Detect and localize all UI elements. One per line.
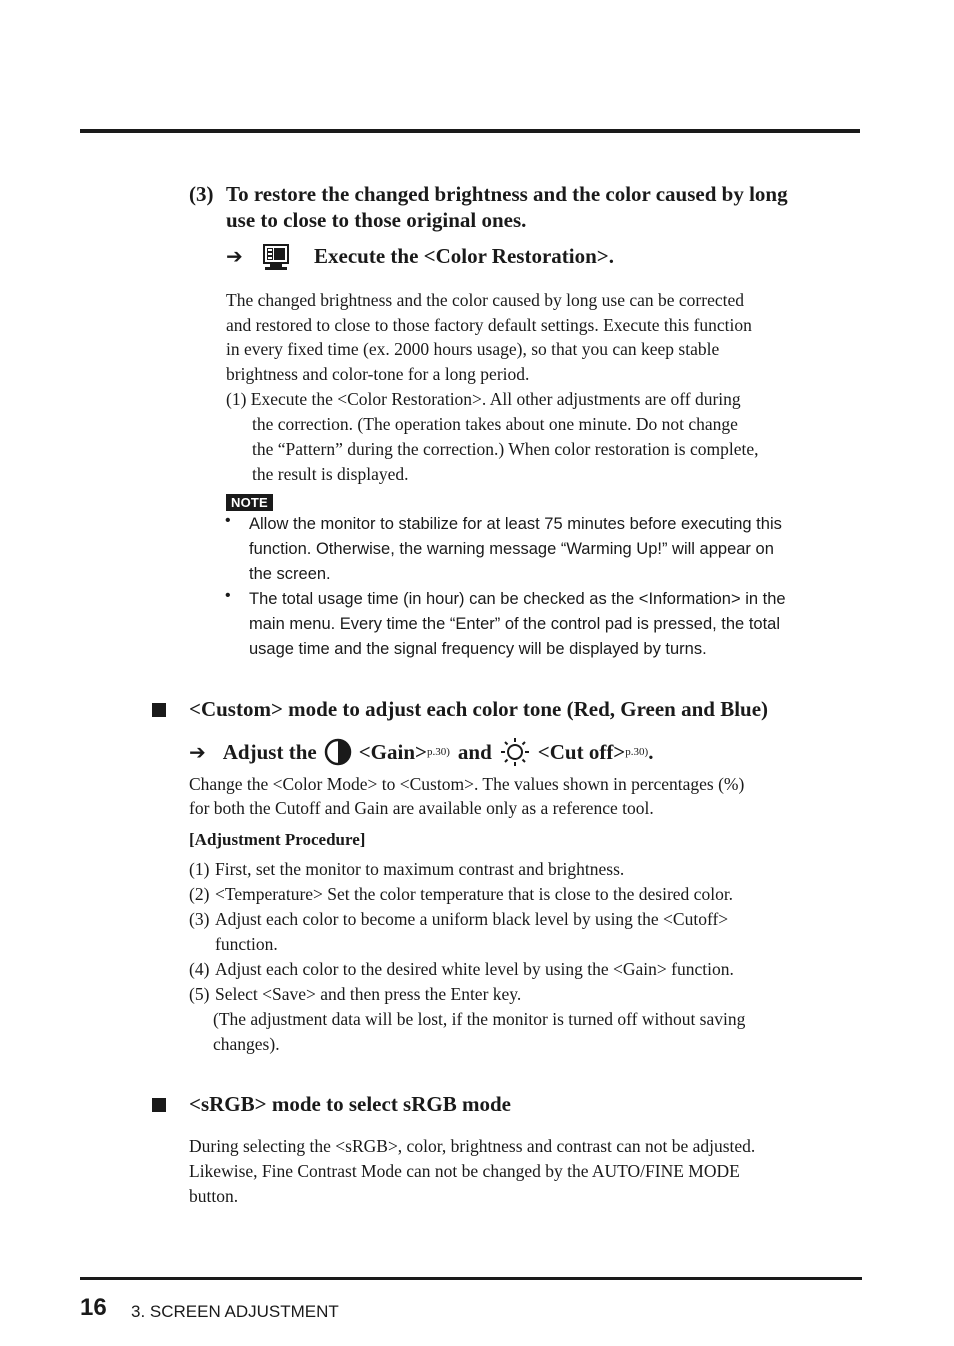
procedure-step-line: changes). bbox=[213, 1034, 280, 1054]
arrow-icon: ➔ bbox=[226, 244, 243, 268]
srgb-paragraph-line: button. bbox=[189, 1186, 239, 1206]
procedure-step-num: (1) bbox=[189, 859, 210, 879]
paragraph-line: and restored to close to those factory default settings. Execute this function bbox=[226, 315, 752, 335]
and-label: and bbox=[457, 740, 492, 764]
section-heading-line2: use to close to those original ones. bbox=[226, 208, 527, 232]
chapter-title: 3. SCREEN ADJUSTMENT bbox=[131, 1302, 339, 1321]
note-line: Allow the monitor to stabilize for at least 75 minutes before executing this bbox=[249, 515, 782, 533]
step-line: the correction. (The operation takes about one minute. Do not change bbox=[252, 414, 738, 434]
procedure-step-line: Adjust each color to become a uniform black level by using the <Cutoff> bbox=[215, 909, 729, 929]
section-square-icon bbox=[152, 1098, 166, 1112]
procedure-step-num: (3) bbox=[189, 909, 210, 929]
procedure-step-num: (2) bbox=[189, 884, 210, 904]
page-number: 16 bbox=[80, 1294, 107, 1321]
procedure-step-num: (4) bbox=[189, 959, 210, 979]
note-line: main menu. Every time the “Enter” of the control pad is pressed, the total bbox=[249, 615, 781, 633]
cutoff-page-ref: p.30) bbox=[625, 746, 649, 758]
gain-page-ref: p.30) bbox=[426, 746, 450, 758]
custom-paragraph-line: Change the <Color Mode> to <Custom>. The values shown in percentages (%) bbox=[189, 774, 745, 794]
note-badge: NOTE bbox=[226, 494, 273, 511]
paragraph-line: The changed brightness and the color caused by long use can be corrected bbox=[226, 290, 744, 310]
procedure-step-line: function. bbox=[215, 934, 278, 954]
bottom-rule bbox=[80, 1277, 862, 1280]
srgb-heading: <sRGB> mode to select sRGB mode bbox=[189, 1092, 511, 1116]
arrow-icon: ➔ bbox=[189, 740, 206, 764]
custom-adjust-line bbox=[189, 737, 653, 767]
procedure-step-line: (The adjustment data will be lost, if the monitor is turned off without saving bbox=[213, 1009, 746, 1029]
note-line: the screen. bbox=[249, 565, 331, 583]
paragraph-line: brightness and color-tone for a long period. bbox=[226, 364, 530, 384]
gain-label: <Gain> bbox=[358, 740, 427, 764]
top-rule bbox=[80, 129, 860, 133]
section-number: (3) bbox=[189, 182, 214, 206]
bullet-icon: • bbox=[225, 587, 231, 604]
procedure-step-line: Adjust each color to the desired white level by using the <Gain> function. bbox=[215, 959, 734, 979]
cutoff-label: <Cut off> bbox=[537, 740, 626, 764]
step-line: the result is displayed. bbox=[252, 464, 409, 484]
paragraph-line: in every fixed time (ex. 2000 hours usage), so that you can keep stable bbox=[226, 339, 720, 359]
note-line: The total usage time (in hour) can be checked as the <Information> in the bbox=[249, 590, 786, 608]
procedure-step-line: First, set the monitor to maximum contrast and brightness. bbox=[215, 859, 625, 879]
monitor-icon bbox=[261, 243, 291, 271]
custom-paragraph-line: for both the Cutoff and Gain are available only as a reference tool. bbox=[189, 798, 654, 818]
step-line: the “Pattern” during the correction.) When color restoration is complete, bbox=[252, 439, 759, 459]
section-square-icon bbox=[152, 703, 166, 717]
section-heading-line1: To restore the changed brightness and the color caused by long bbox=[226, 182, 788, 206]
step-line: (1) Execute the <Color Restoration>. All other adjustments are off during bbox=[226, 389, 741, 409]
procedure-step-num: (5) bbox=[189, 984, 210, 1004]
execute-instruction: Execute the <Color Restoration>. bbox=[314, 244, 614, 268]
contrast-icon bbox=[323, 738, 353, 766]
period: . bbox=[648, 740, 654, 764]
procedure-label: [Adjustment Procedure] bbox=[189, 830, 366, 849]
procedure-step-line: <Temperature> Set the color temperature that is close to the desired color. bbox=[215, 884, 734, 904]
srgb-paragraph-line: During selecting the <sRGB>, color, brightness and contrast can not be adjusted. bbox=[189, 1136, 756, 1156]
note-line: usage time and the signal frequency will be displayed by turns. bbox=[249, 640, 707, 658]
procedure-step-line: Select <Save> and then press the Enter key. bbox=[215, 984, 522, 1004]
srgb-paragraph-line: Likewise, Fine Contrast Mode can not be changed by the AUTO/FINE MODE bbox=[189, 1161, 740, 1181]
adjust-the-label: Adjust the bbox=[222, 740, 317, 764]
custom-heading: <Custom> mode to adjust each color tone (Red, Green and Blue) bbox=[189, 697, 769, 721]
bullet-icon: • bbox=[225, 512, 231, 529]
note-line: function. Otherwise, the warning message “Warming Up!” will appear on bbox=[249, 540, 774, 558]
brightness-icon bbox=[499, 737, 531, 767]
